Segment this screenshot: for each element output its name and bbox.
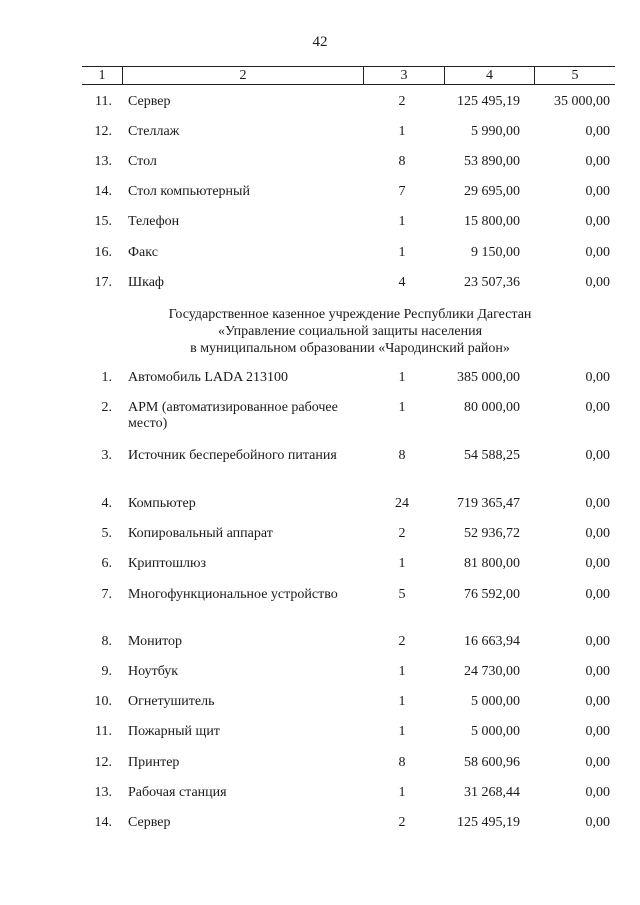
item-residual: 35 000,00	[554, 94, 610, 109]
item-sum: 23 507,36	[464, 275, 520, 290]
row-number: 12.	[94, 755, 112, 770]
item-sum: 24 730,00	[464, 664, 520, 679]
item-quantity: 2	[398, 634, 406, 649]
item-sum: 5 990,00	[471, 124, 520, 139]
item-name: Рабочая станция	[128, 785, 227, 800]
item-residual: 0,00	[585, 275, 610, 290]
item-sum: 719 365,47	[457, 496, 520, 511]
item-residual: 0,00	[585, 556, 610, 571]
item-residual: 0,00	[585, 724, 610, 739]
column-header-row	[82, 66, 615, 85]
column-header-4: 4	[445, 67, 535, 85]
item-sum: 31 268,44	[464, 785, 520, 800]
item-quantity: 1	[398, 245, 406, 260]
item-quantity: 1	[398, 724, 406, 739]
item-name: Стеллаж	[128, 124, 180, 139]
column-header-3: 3	[364, 67, 445, 85]
item-sum: 15 800,00	[464, 214, 520, 229]
item-name: Автомобиль LADA 213100	[128, 370, 288, 385]
item-quantity: 1	[398, 214, 406, 229]
item-quantity: 1	[398, 400, 406, 415]
item-quantity: 1	[398, 785, 406, 800]
item-sum: 16 663,94	[464, 634, 520, 649]
page-number: 42	[312, 34, 328, 50]
row-number: 14.	[94, 184, 112, 199]
item-sum: 29 695,00	[464, 184, 520, 199]
column-header-1: 1	[82, 67, 123, 85]
item-name: Ноутбук	[128, 664, 179, 679]
item-residual: 0,00	[585, 154, 610, 169]
item-name: Телефон	[128, 214, 180, 229]
item-quantity: 2	[398, 94, 406, 109]
row-number: 13.	[94, 154, 112, 169]
row-number: 11.	[95, 724, 112, 739]
item-quantity: 8	[398, 154, 406, 169]
item-name: Компьютер	[128, 496, 196, 511]
item-residual: 0,00	[585, 245, 610, 260]
item-sum: 54 588,25	[464, 448, 520, 463]
table-row	[0, 400, 640, 436]
table-row	[0, 815, 640, 851]
item-name: Стол	[128, 154, 157, 169]
row-number: 2.	[101, 400, 112, 415]
item-sum: 5 000,00	[471, 724, 520, 739]
item-quantity: 1	[398, 124, 406, 139]
item-name: Монитор	[128, 634, 183, 649]
item-residual: 0,00	[585, 785, 610, 800]
row-number: 5.	[101, 526, 112, 541]
item-residual: 0,00	[585, 400, 610, 415]
item-residual: 0,00	[585, 496, 610, 511]
item-sum: 385 000,00	[457, 370, 520, 385]
row-number: 13.	[94, 785, 112, 800]
item-residual: 0,00	[585, 755, 610, 770]
item-residual: 0,00	[585, 634, 610, 649]
item-sum: 125 495,19	[457, 815, 520, 830]
item-residual: 0,00	[585, 448, 610, 463]
item-sum: 53 890,00	[464, 154, 520, 169]
item-residual: 0,00	[585, 587, 610, 602]
organization-heading-line: в муниципальном образовании «Чародинский район»	[190, 341, 510, 356]
item-quantity: 4	[398, 275, 406, 290]
item-name: Факс	[128, 245, 158, 260]
item-residual: 0,00	[585, 526, 610, 541]
item-name: Пожарный щит	[128, 724, 220, 739]
item-quantity: 7	[398, 184, 406, 199]
item-residual: 0,00	[585, 370, 610, 385]
item-quantity: 1	[398, 556, 406, 571]
column-header-5: 5	[535, 67, 616, 85]
item-quantity: 2	[398, 815, 406, 830]
row-number: 8.	[101, 634, 112, 649]
item-residual: 0,00	[585, 124, 610, 139]
item-residual: 0,00	[585, 214, 610, 229]
organization-heading-line: «Управление социальной защиты населения	[217, 324, 483, 339]
item-quantity: 8	[398, 755, 406, 770]
item-name: Огнетушитель	[128, 694, 215, 709]
item-sum: 76 592,00	[464, 587, 520, 602]
item-sum: 125 495,19	[457, 94, 520, 109]
table-row	[0, 587, 640, 623]
item-sum: 80 000,00	[464, 400, 520, 415]
item-quantity: 24	[395, 496, 409, 511]
item-sum: 9 150,00	[471, 245, 520, 260]
item-quantity: 2	[398, 526, 406, 541]
item-name: АРМ (автоматизированное рабочее место)	[128, 400, 338, 431]
item-name: Многофункциональное устройство	[128, 587, 338, 602]
row-number: 6.	[101, 556, 112, 571]
row-number: 4.	[101, 496, 112, 511]
row-number: 9.	[101, 664, 112, 679]
table-row	[0, 448, 640, 484]
item-sum: 5 000,00	[471, 694, 520, 709]
item-sum: 58 600,96	[464, 755, 520, 770]
row-number: 16.	[94, 245, 112, 260]
organization-heading	[60, 306, 640, 357]
row-number: 14.	[94, 815, 112, 830]
row-number: 7.	[101, 587, 112, 602]
row-number: 17.	[94, 275, 112, 290]
item-name: Стол компьютерный	[128, 184, 250, 199]
item-residual: 0,00	[585, 184, 610, 199]
row-number: 1.	[101, 370, 112, 385]
row-number: 12.	[94, 124, 112, 139]
item-name: Источник бесперебойного питания	[128, 448, 337, 463]
item-quantity: 5	[398, 587, 406, 602]
item-quantity: 8	[398, 448, 406, 463]
row-number: 3.	[101, 448, 112, 463]
item-name: Шкаф	[128, 275, 164, 290]
item-sum: 52 936,72	[464, 526, 520, 541]
item-name: Сервер	[128, 815, 171, 830]
item-residual: 0,00	[585, 694, 610, 709]
item-sum: 81 800,00	[464, 556, 520, 571]
item-name: Принтер	[128, 755, 180, 770]
item-name: Копировальный аппарат	[128, 526, 273, 541]
item-quantity: 1	[398, 694, 406, 709]
item-quantity: 1	[398, 370, 406, 385]
row-number: 10.	[94, 694, 112, 709]
row-number: 15.	[94, 214, 112, 229]
item-residual: 0,00	[585, 815, 610, 830]
item-name: Сервер	[128, 94, 171, 109]
item-residual: 0,00	[585, 664, 610, 679]
row-number: 11.	[95, 94, 112, 109]
item-name: Криптошлюз	[128, 556, 207, 571]
column-header-2: 2	[123, 67, 364, 85]
organization-heading-line: Государственное казенное учреждение Республики Дагестан	[168, 307, 532, 322]
item-quantity: 1	[398, 664, 406, 679]
